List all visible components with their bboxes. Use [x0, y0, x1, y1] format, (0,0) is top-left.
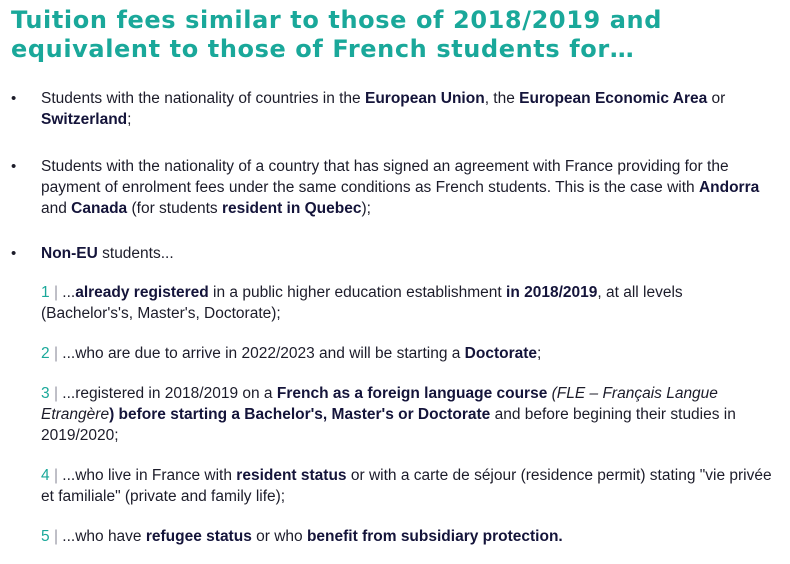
item-text: or with a carte de séjour (residence permit) stating "vie privée et familiale" (private and family life); [41, 467, 772, 505]
bullet-text: ; [127, 111, 132, 128]
condition-item-5 [41, 526, 774, 547]
list-item-eu-students [0, 88, 790, 130]
item-text: ...registered in 2018/2019 on a [62, 385, 277, 402]
item-separator: | [53, 528, 58, 545]
item-text: , at all levels (Bachelor's's, Master's, Doctorate); [41, 284, 683, 322]
bullet-text: , the [484, 90, 520, 107]
item-text: ...who live in France with [62, 467, 237, 484]
condition-item-3 [41, 383, 774, 446]
bullet-text: Students with the nationality of a country that has signed an agreement with France providing for the payment of enrolment fees under the same conditions as French students. This is the case with [41, 158, 729, 196]
eligibility-list [0, 88, 790, 564]
bullet-text: (for students [127, 200, 222, 217]
item-bold-text: French as a foreign language course [276, 385, 548, 402]
bullet-bold-text: Non-EU [41, 245, 98, 262]
bullet-icon: • [11, 158, 17, 175]
non-eu-conditions-list [41, 282, 774, 547]
item-number: 4 [41, 467, 50, 484]
bullet-text: or [707, 90, 726, 107]
item-text: and before begining their studies in 2019/2020; [41, 406, 736, 444]
list-item-agreement-countries [0, 156, 790, 219]
item-number: 5 [41, 528, 50, 545]
item-number: 3 [41, 385, 50, 402]
bullet-text: Students with the nationality of countries in the [41, 90, 365, 107]
item-bold-text: already registered [75, 284, 209, 301]
item-separator: | [53, 284, 58, 301]
item-bold-text: Doctorate [464, 345, 538, 362]
condition-item-4 [41, 465, 774, 507]
item-separator: | [53, 385, 58, 402]
item-bold-text: refugee status [145, 528, 252, 545]
bullet-bold-text: Switzerland [41, 111, 128, 128]
bullet-bold-text: Canada [71, 200, 128, 217]
bullet-bold-text: resident in Quebec [221, 200, 362, 217]
bullet-icon: • [11, 90, 17, 107]
item-bold-text: benefit from subsidiary protection. [306, 528, 563, 545]
item-bold-text: in 2018/2019 [506, 284, 598, 301]
item-number: 2 [41, 345, 50, 362]
item-text: in a public higher education establishment [208, 284, 507, 301]
list-item-non-eu-students [0, 243, 790, 547]
item-text: ; [537, 345, 542, 362]
item-bold-text: ) before starting a Bachelor's, Master's or Doctorate [109, 406, 491, 423]
bullet-text: and [41, 200, 72, 217]
bullet-bold-text: European Union [364, 90, 485, 107]
bullet-text: ); [361, 200, 371, 217]
item-text: or who [251, 528, 307, 545]
bullet-bold-text: European Economic Area [519, 90, 708, 107]
bullet-icon: • [11, 245, 17, 262]
bullet-text: students... [97, 245, 174, 262]
item-number: 1 [41, 284, 50, 301]
bullet-bold-text: Andorra [698, 179, 760, 196]
item-italic-text: (FLE – Français Langue Etrangère [41, 385, 718, 423]
item-text: ...who are due to arrive in 2022/2023 and will be starting a [62, 345, 465, 362]
condition-item-1 [41, 282, 774, 324]
item-text: ... [62, 284, 76, 301]
item-separator: | [53, 467, 58, 484]
item-separator: | [53, 345, 58, 362]
item-text: ...who have [62, 528, 146, 545]
page-title: Tuition fees similar to those of 2018/2019 and equivalent to those of French students for… [11, 6, 663, 63]
item-bold-text: resident status [236, 467, 347, 484]
condition-item-2 [41, 343, 774, 364]
